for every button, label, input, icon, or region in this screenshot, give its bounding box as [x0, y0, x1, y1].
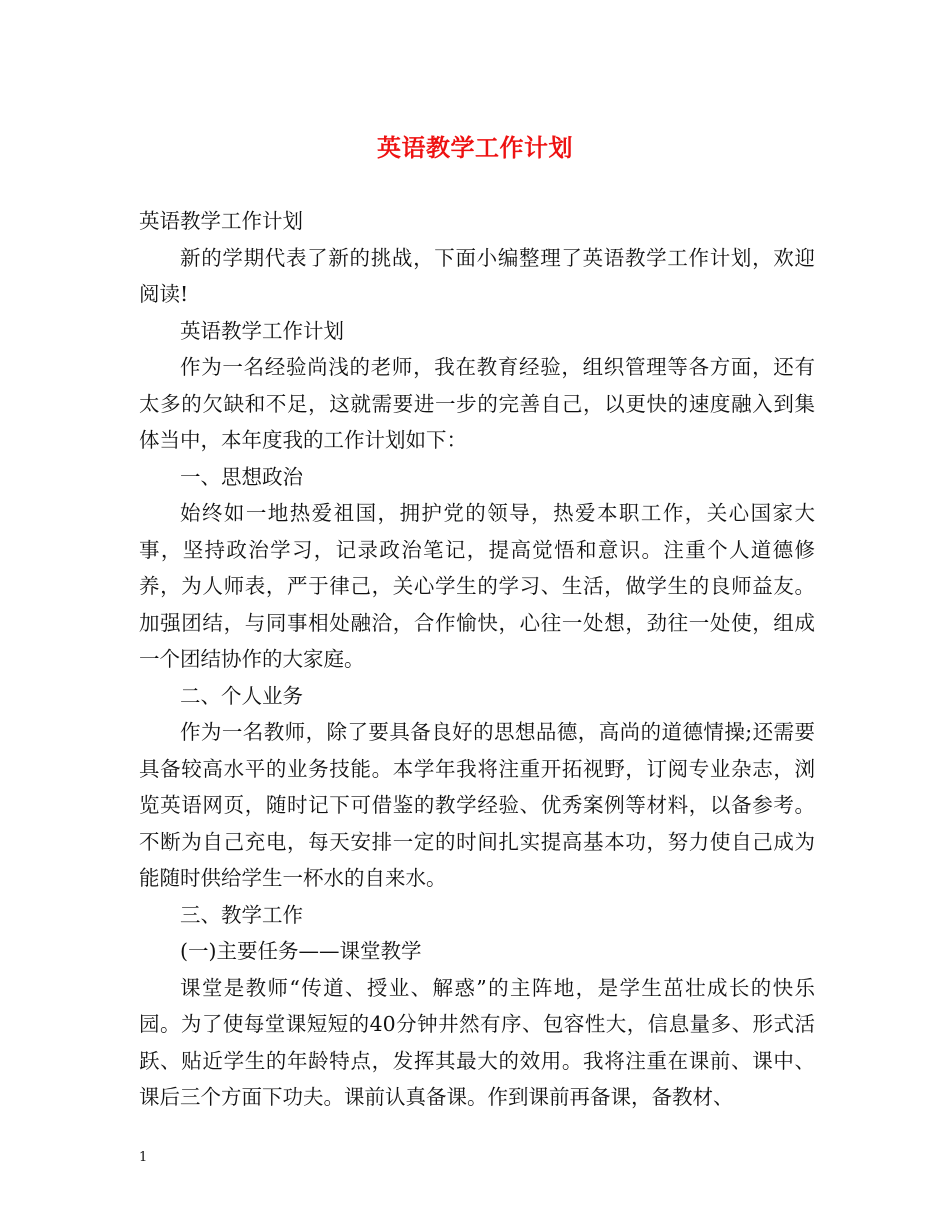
- paragraph-classroom: 课堂是教师“传道、授业、解惑”的主阵地，是学生茁壮成长的快乐园。为了使每堂课短短的40分钟井然有序、包容性大，信息量多、形式活跃、贴近学生的年龄特点，发挥其最大的效用。我将注重在课前、课中、课后三个方面下功夫。课前认真备课。作到课前再备课，备教材、: [139, 975, 815, 1109]
- paragraph-3: 英语教学工作计划: [180, 318, 344, 343]
- paragraph-professional: 作为一名教师，除了要具备良好的思想品德，高尚的道德情操;还需要具备较高水平的业务技能。本学年我将注重开拓视野，订阅专业杂志，浏览英语网页，随时记下可借鉴的教学经验、优秀案例等材料，以备参考。不断为自己充电，每天安排一定的时间扎实提高基本功，努力使自己成为能随时供给学生一杯水的自来水。: [139, 720, 815, 890]
- paragraph-ideology: 始终如一地热爱祖国，拥护党的领导，热爱本职工作，关心国家大事，坚持政治学习，记录政治笔记，提高觉悟和意识。注重个人道德修养，为人师表，严于律己，关心学生的学习、生活，做学生的良师益友。加强团结，与同事相处融洽，合作愉快，心往一处想，劲往一处使，组成一个团结协作的大家庭。: [139, 501, 815, 671]
- page-number: 1: [139, 1150, 148, 1165]
- paragraph-1: 英语教学工作计划: [139, 209, 303, 233]
- paragraph-2: 新的学期代表了新的挑战，下面小编整理了英语教学工作计划，欢迎阅读!: [139, 245, 815, 306]
- section-heading-teaching: 三、教学工作: [180, 902, 303, 927]
- section-heading-ideology: 一、思想政治: [180, 464, 303, 489]
- document-title: 英语教学工作计划: [377, 133, 573, 162]
- document-body: [139, 203, 815, 1116]
- paragraph-4: 作为一名经验尚浅的老师，我在教育经验，组织管理等各方面，还有太多的欠缺和不足，这就需要进一步的完善自己，以更快的速度融入到集体当中，本年度我的工作计划如下：: [139, 355, 815, 452]
- section-heading-professional: 二、个人业务: [180, 683, 303, 708]
- subsection-heading-classroom: (一)主要任务——课堂教学: [180, 939, 422, 963]
